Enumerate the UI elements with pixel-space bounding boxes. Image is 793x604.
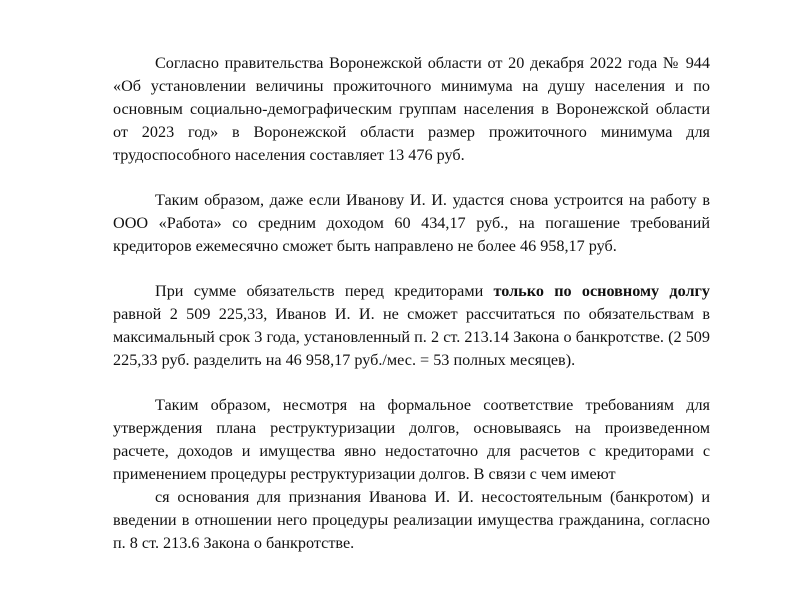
text-run: Согласно правительства Воронежской области от 20 декабря 2022 года № 944 «Об установлении величины прожиточного минимума на душу населения и по основным социально-демографическим группам населения в Воронежской области от 2023 год» в Воронежской области размер прожиточного минимума для трудоспособного населения составляет 13 476 руб. xyxy=(113,54,710,164)
paragraph-p5 xyxy=(113,486,710,555)
text-run: равной 2 509 225,33, Иванов И. И. не сможет рассчитаться по обязательствам в максимальный срок 3 года, установленный п. 2 ст. 213.14 Закона о банкротстве. (2 509 225,33 руб. разделить на 46 958,17 руб./мес. = 53 полных месяцев). xyxy=(113,305,710,369)
paragraph-p1 xyxy=(113,52,710,167)
paragraph-p3 xyxy=(113,280,710,372)
paragraph-p4 xyxy=(113,394,710,486)
document-text-body xyxy=(113,52,710,555)
paragraph-p2 xyxy=(113,189,710,258)
text-run: Таким образом, несмотря на формальное соответствие требованиям для утверждения плана реструктуризации долгов, основываясь на произведенном расчете, доходов и имущества явно недостаточно для расчетов с кредиторами с применением процедуры реструктуризации долгов. В связи с чем имеют xyxy=(113,396,710,483)
emphasis-run: только по основному долгу xyxy=(493,282,710,300)
text-run: ся основания для признания Иванова И. И. несостоятельным (банкротом) и введении в отношении него процедуры реализации имущества гражданина, согласно п. 8 ст. 213.6 Закона о банкротстве. xyxy=(113,488,710,552)
text-run: Таким образом, даже если Иванову И. И. удастся снова устроится на работу в ООО «Работа» со средним доходом 60 434,17 руб., на погашение требований кредиторов ежемесячно сможет быть направлено не более 46 958,17 руб. xyxy=(113,191,710,255)
text-run: При сумме обязательств перед кредиторами xyxy=(155,282,494,300)
